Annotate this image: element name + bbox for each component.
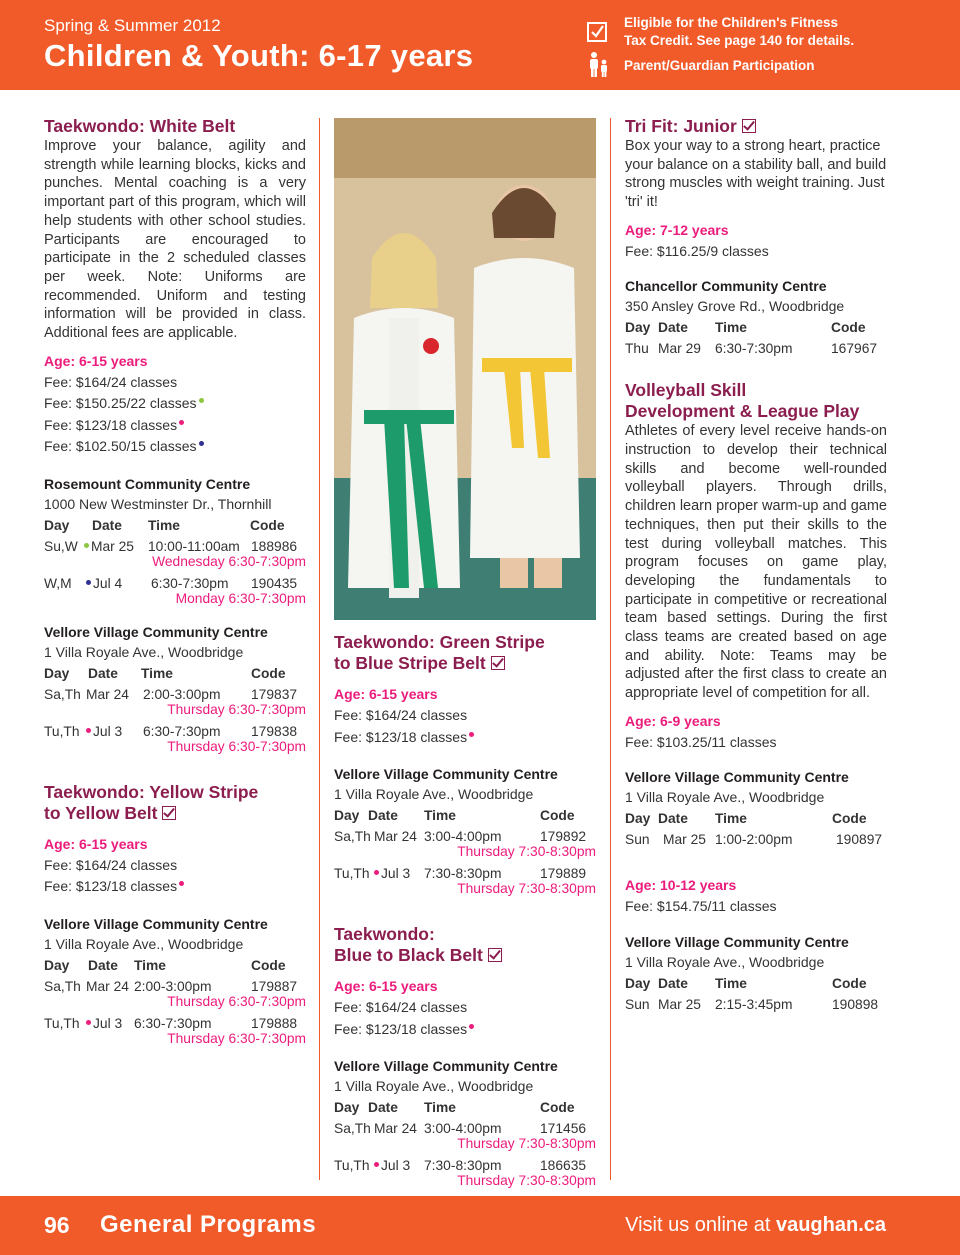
taekwondo-kids-photo bbox=[334, 118, 596, 620]
fee-line: Fee: $164/24 classes bbox=[334, 707, 468, 723]
location-address: 1000 New Westminster Dr., Thornhill bbox=[44, 495, 272, 512]
age-range: Age: 6-15 years bbox=[334, 978, 438, 994]
season-label: Spring & Summer 2012 bbox=[44, 16, 221, 35]
schedule-row: Sa,Th Mar 24 2:00-3:00pm 179837 bbox=[44, 686, 298, 702]
program-title: Taekwondo: Blue to Black Belt bbox=[334, 924, 596, 966]
location-address: 350 Ansley Grove Rd., Woodbridge bbox=[625, 298, 845, 315]
location-name: Vellore Village Community Centre bbox=[334, 766, 558, 782]
age-range: Age: 6-15 years bbox=[44, 835, 148, 852]
alternate-time: Thursday 6:30-7:30pm bbox=[167, 993, 306, 1009]
checkbox-icon bbox=[488, 948, 502, 962]
column-divider bbox=[319, 118, 320, 1180]
program-title: Volleyball Skill Development & League Play bbox=[625, 380, 860, 422]
schedule-row: Sun Mar 25 2:15-3:45pm 190898 bbox=[625, 996, 879, 1012]
schedule-header: Day Date Time Code bbox=[625, 975, 867, 991]
fee-line: Fee: $103.25/11 classes bbox=[625, 733, 777, 750]
age-range: Age: 7-12 years bbox=[625, 221, 729, 238]
column-divider bbox=[610, 118, 611, 1180]
location-name: Chancellor Community Centre bbox=[625, 278, 827, 295]
pink-dot-icon bbox=[469, 1024, 474, 1029]
section-name: General Programs bbox=[100, 1211, 317, 1238]
page-header bbox=[0, 0, 960, 90]
tax-credit-line-2: Tax Credit. See page 140 for details. bbox=[624, 33, 855, 48]
schedule-header: Day Date Time Code bbox=[44, 517, 285, 533]
visit-label: Visit us online at bbox=[625, 1214, 771, 1236]
schedule-row: Tu,Th Jul 3 7:30-8:30pm 186635 bbox=[334, 1158, 587, 1173]
checkbox-icon bbox=[491, 656, 505, 670]
age-range: Age: 6-9 years bbox=[625, 712, 721, 729]
alternate-time: Thursday 7:30-8:30pm bbox=[457, 844, 596, 859]
pink-dot-icon bbox=[469, 732, 474, 737]
fee-line: Fee: $123/18 classes bbox=[44, 415, 306, 437]
schedule-row: Su,W Mar 25 10:00-11:00am 188986 bbox=[44, 538, 298, 554]
schedule-header: Day Date Time Code bbox=[334, 1100, 575, 1115]
alternate-time: Wednesday 6:30-7:30pm bbox=[152, 553, 306, 569]
program-description: Improve your balance, agility and strength while learning blocks, kicks and punches. Mental coaching is a very important part of this program, which will help students with other school studies. Participants are encouraged to participate in the 2 scheduled classes per week. Note: Uniforms are recommended. Uniform and testing information will be provided in class. Additional fees are applicable. bbox=[44, 138, 306, 342]
website-link[interactable]: vaughan.ca bbox=[775, 1214, 886, 1236]
age-range: Age: 6-15 years bbox=[44, 352, 148, 369]
program-title: Taekwondo: White Belt bbox=[44, 116, 236, 136]
page-title: Children & Youth: 6-17 years bbox=[44, 38, 474, 73]
checkbox-icon bbox=[162, 806, 176, 820]
location-name: Vellore Village Community Centre bbox=[44, 623, 268, 640]
pink-dot-icon bbox=[179, 881, 184, 886]
pink-dot-icon bbox=[179, 420, 184, 425]
location-name: Vellore Village Community Centre bbox=[334, 1058, 558, 1074]
page-number: 96 bbox=[44, 1212, 70, 1238]
location-name: Vellore Village Community Centre bbox=[625, 933, 849, 950]
program-title: Taekwondo: Yellow Stripe to Yellow Belt bbox=[44, 781, 259, 823]
parent-child-icon bbox=[588, 52, 610, 78]
program-description: Box your way to a strong heart, practice your balance on a stability ball, and build strong muscles with weight training. Just 'tri' it! bbox=[625, 138, 887, 211]
schedule-header: Day Date Time Code bbox=[44, 957, 286, 973]
schedule-row: Tu,Th Jul 3 7:30-8:30pm 179889 bbox=[334, 866, 587, 881]
location-address: 1 Villa Royale Ave., Woodbridge bbox=[625, 953, 825, 970]
alternate-time: Thursday 7:30-8:30pm bbox=[457, 1136, 596, 1151]
alternate-time: Thursday 6:30-7:30pm bbox=[167, 738, 306, 754]
fee-line: Fee: $116.25/9 classes bbox=[625, 242, 769, 259]
schedule-row: Sun Mar 25 1:00-2:00pm 190897 bbox=[625, 832, 883, 848]
fee-line: Fee: $164/24 classes bbox=[334, 999, 468, 1015]
program-title: Taekwondo: Green Stripe to Blue Stripe Belt bbox=[334, 632, 545, 673]
program-title: Tri Fit: Junior bbox=[625, 116, 887, 137]
schedule-row: Sa,Th Mar 24 2:00-3:00pm 179887 bbox=[44, 978, 298, 994]
program-description: Athletes of every level receive hands-on instruction to develop their technical skills and become well-rounded volleyball players. Through drills, children learn proper warm-up and game techniques, then put their skills to the test during volleyball matches. This program focuses on game play, developing the fundamentals to participate in competitive or recreational team based settings. During the first class teams are created based on age and ability. Note: Teams may be adjusted after the first class to create an appropriate level of competition for all. bbox=[625, 423, 887, 702]
column-2 bbox=[334, 632, 596, 1188]
checkbox-icon bbox=[587, 22, 607, 42]
schedule-header: Day Date Time Code bbox=[334, 808, 575, 823]
alternate-time: Thursday 6:30-7:30pm bbox=[167, 701, 306, 717]
fee-line: Fee: $102.50/15 classes bbox=[44, 436, 306, 458]
location-address: 1 Villa Royale Ave., Woodbridge bbox=[44, 643, 244, 660]
location-name: Vellore Village Community Centre bbox=[44, 915, 268, 932]
tax-credit-note bbox=[624, 14, 884, 50]
alternate-time: Thursday 7:30-8:30pm bbox=[457, 881, 596, 896]
blue-dot-icon bbox=[199, 441, 204, 446]
fee-line: Fee: $150.25/22 classes bbox=[44, 393, 306, 415]
fee-line: Fee: $154.75/11 classes bbox=[625, 898, 777, 915]
alternate-time: Thursday 7:30-8:30pm bbox=[457, 1173, 596, 1188]
schedule-row: Thu Mar 29 6:30-7:30pm 167967 bbox=[625, 341, 878, 357]
schedule-row: W,M Jul 4 6:30-7:30pm 190435 bbox=[44, 575, 298, 591]
schedule-row: Sa,Th Mar 24 3:00-4:00pm 171456 bbox=[334, 1121, 587, 1136]
parent-participation-note: Parent/Guardian Participation bbox=[624, 58, 815, 73]
age-range: Age: 6-15 years bbox=[334, 686, 438, 702]
fee-line: Fee: $123/18 classes bbox=[334, 1019, 596, 1041]
location-name: Rosemount Community Centre bbox=[44, 475, 251, 492]
column-3 bbox=[625, 116, 887, 1012]
schedule-header: Day Date Time Code bbox=[625, 811, 867, 827]
website-promo bbox=[625, 1214, 886, 1237]
alternate-time: Monday 6:30-7:30pm bbox=[175, 590, 306, 606]
location-address: 1 Villa Royale Ave., Woodbridge bbox=[44, 935, 244, 952]
fee-line: Fee: $123/18 classes bbox=[334, 727, 596, 749]
location-address: 1 Villa Royale Ave., Woodbridge bbox=[625, 789, 825, 806]
fee-line: Fee: $164/24 classes bbox=[44, 856, 178, 873]
schedule-row: Tu,Th Jul 3 6:30-7:30pm 179838 bbox=[44, 723, 298, 739]
schedule-header: Day Date Time Code bbox=[625, 320, 866, 336]
schedule-header: Day Date Time Code bbox=[44, 665, 286, 681]
location-address: 1 Villa Royale Ave., Woodbridge bbox=[334, 1078, 534, 1094]
checkbox-icon bbox=[742, 119, 756, 133]
schedule-row: Sa,Th Mar 24 3:00-4:00pm 179892 bbox=[334, 829, 587, 844]
fee-line: Fee: $123/18 classes bbox=[44, 876, 306, 898]
schedule-row: Tu,Th Jul 3 6:30-7:30pm 179888 bbox=[44, 1015, 298, 1031]
alternate-time: Thursday 6:30-7:30pm bbox=[167, 1030, 306, 1046]
page-footer bbox=[0, 1196, 960, 1255]
location-name: Vellore Village Community Centre bbox=[625, 769, 849, 786]
age-range: Age: 10-12 years bbox=[625, 877, 737, 894]
green-dot-icon bbox=[199, 398, 204, 403]
fee-line: Fee: $164/24 classes bbox=[44, 373, 178, 390]
location-address: 1 Villa Royale Ave., Woodbridge bbox=[334, 786, 534, 802]
tax-credit-line-1: Eligible for the Children's Fitness bbox=[624, 15, 838, 30]
column-1 bbox=[44, 116, 306, 1046]
